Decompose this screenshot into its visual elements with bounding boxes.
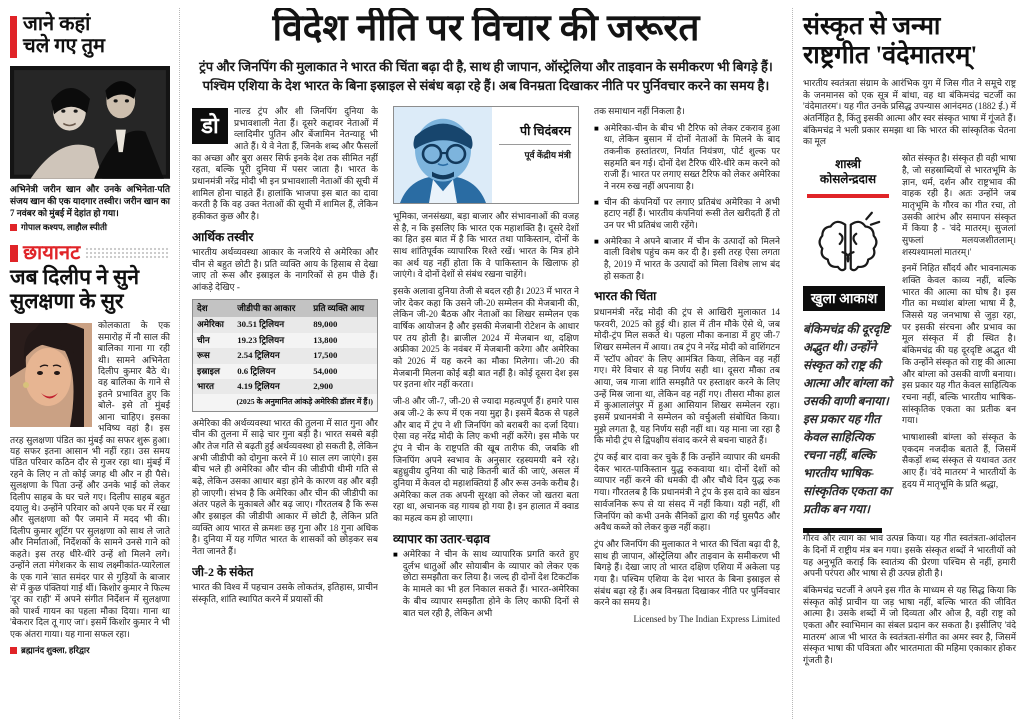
standfirst-line2: पश्चिम एशिया के देश भारत के बिना इस्राइल से संबंध बढ़ा रहे हैं। अब विनम्रता दिखाकर नीति पर पुर्निवचार करने का समय है। (202, 78, 770, 94)
standfirst-line1: ट्रंप और जिनपिंग की मुलाकात ने भारत की चिंता बढ़ा दी है, साथ ही जापान, ऑस्ट्रेलिया और ताइवान के समीकरण भी बिगड़े हैं। (199, 58, 773, 74)
paragraph: भूमिका, जनसंख्या, बड़ा बाजार और संभावनाओं की वजह से है, न कि इसलिए कि भारत एक महाशक्ति है। दूसरे देशों का हित इस बात में है कि भारत तथा पाकिस्तान, दोनों के साथ शांतिपूर्वक व्यापारिक रिश्ते रखें। भारत के मित्र होने का अर्थ यह नहीं होता कि वे पाकिस्तान के खिलाफ हो जाएंगे। वे दोनों देशों से संबंध रखना चाहेंगे। (393, 210, 579, 280)
red-square-icon (10, 224, 17, 231)
obituary-title-line2: चले गए तुम (23, 34, 105, 57)
right-author-line1: शास्त्री (835, 157, 861, 172)
sidebar-label: खुला आकाश (803, 286, 885, 311)
cell-gdp: 0.6 ट्रिलियन (237, 365, 276, 376)
cell-country: भारत (193, 379, 234, 394)
bullet-text: अमेरिका ने अपने बाजार में चीन के उत्पादों को मिलने वाली विशेष पहुंच कम कर दी है। इसी तरह ऐसा लगता है, 2019 में भारत के उत्पादों को मिला विशेष लाभ बंद हो सकता है। (603, 235, 780, 281)
bullet-square-icon: ■ (594, 236, 599, 246)
cell-country: रूस (193, 348, 234, 363)
paragraph-text: नाल्ड ट्रंप और शी जिनपिंग दुनिया के प्रभावशाली नेता हैं। दूसरे कद्दावर नेताओं में व्लादिमीर पुतिन और बेंजामिन नेतन्याहू भी आते हैं। ये वे नेता हैं, जिनके शब्द और फैसलों का अच्छा और बुरा असर सिर्फ इनके देश तक सीमित नहीं रहता, बल्कि पूरी दुनिया में पसर जाता है। भारत के प्रधानमंत्री नरेंद्र मोदी भी इन प्रभावशाली नेताओं की सूची में शामिल होना चाहते हैं। हालांकि भाजपा इस बात का दावा करती है कि वह उक्त नेताओं की सूची में शामिल हैं, लेकिन हकीकत कुछ और है। (192, 105, 378, 222)
bullet-text: अमेरिका-चीन के बीच भी टैरिफ को लेकर टकराव हुआ था, लेकिन बुसान में दोनों नेताओं के मिलने के बाद तकनीक हस्तांतरण, निर्यात नियंत्रण, पोर्ट शुल्क पर सहमति बन गई। दोनों देश टैरिफ धीरे-धीरे कम करने को राजी हैं। भारत पर लगाए सख्त टैरिफ को लेकर अमेरिका ने नरम रुख नहीं अपनाया है। (603, 122, 780, 191)
obituary-title-line1: जाने कहां (23, 13, 91, 35)
chhayanat-headline-line2: सुलक्षणा के सुर (10, 289, 124, 314)
table-note-row (193, 394, 378, 411)
paragraph: इनमें निहित सौंदर्य और भावनात्मक शक्ति केवल काव्य नहीं, बल्कि भारत की आत्मा का घोष है। इस गीत का मध्यांश बांग्ला भाषा में है, जिससे यह जनभाषा से जुड़ा रहा, पर इसकी संरचना और प्रभाव का मूल संस्कृत में ही स्थित है। बंकिमचंद्र की यह दूरदृष्टि अद्भुत थी कि उन्होंने संस्कृत को राष्ट्र की आत्मा और बांग्ला को उसकी वाणी बनाया। इस प्रकार यह गीत केवल साहित्यिक रचना नहीं, बल्कि भारतीय भाषिक-सांस्कृतिक एकता का प्रतीक बन गया। (902, 263, 1016, 426)
cell-income: 89,000 (309, 317, 377, 332)
right-column (792, 8, 1018, 719)
paragraph: बंकिमचंद्र चटर्जी ने अपने इस गीत के माध्यम से यह सिद्ध किया कि संस्कृत कोई प्राचीन या जड़ भाषा नहीं, बल्कि भारत की जीवित आत्मा है। उसके शब्दों में जो दिव्यता और ओज है, वही राष्ट्र को एकता और स्वाभिमान का संबल प्रदान कर सकता है। इसीलिए 'वंदे मातरम' आज भी भारत के स्वतंत्रता-संगीत का अमर स्वर है, जिसमें संस्कृत भाषा की पवित्रता और भारतमाता की महिमा एकाकार होकर गूंजती है। (803, 584, 1016, 665)
bullet-item (393, 549, 579, 619)
article-column-2 (393, 106, 579, 719)
author-name: पी चिदंबरम (499, 123, 571, 145)
chhayanat-headline (10, 266, 170, 314)
bullet-square-icon: ■ (393, 550, 398, 560)
article-columns (192, 106, 780, 719)
cell-country: अमेरिका (193, 317, 234, 332)
gdp-table (192, 299, 378, 412)
cell-gdp: 2.54 ट्रिलियन (233, 348, 309, 363)
subhead-g2: जी-2 के संकेत (192, 564, 254, 579)
author-role: पूर्व केंद्रीय मंत्री (524, 150, 571, 161)
brain-icon (815, 210, 881, 276)
red-square-icon (10, 647, 17, 654)
paragraph: अमेरिका की अर्थव्यवस्था भारत की तुलना में सात गुना और चीन की तुलना में साढ़े चार गुना बड़ी है। भारत सबसे बड़ी और तेज गति से बढ़ती हुई अर्थव्यवस्था हो सकती है, लेकिन अभी जीडीपी को दोगुना करने में 10 साल लग जाएंगे। इस बीच भले ही अमेरिका और चीन की जीडीपी धीमी गति से बढ़े, लेकिन उसका आधार बड़ा होने के कारण वह और बड़ी हो जाएगी। संभव है कि अमेरिका और चीन की जीडीपी का अंतर पहले के मुकाबले और बढ़ जाए। गौरतलब है कि रूस और इस्राइल की जीडीपी आकार में छोटी है, लेकिन प्रति व्यक्ति आय भारत से क्रमशः छह गुना और 18 गुना अधिक है। दुनिया में यह गणित भारत के शासकों को छोड़कर सब नेता जानते हैं। (192, 417, 378, 557)
standfirst (192, 57, 780, 96)
right-split (803, 153, 1016, 533)
cell-gdp: 4.19 ट्रिलियन (233, 379, 309, 394)
paragraph (192, 106, 378, 223)
cell-country: इस्राइल (197, 365, 220, 376)
table-row (193, 379, 378, 394)
chhayanat-headline-line1: जब दिलीप ने सुने (10, 265, 140, 290)
right-intro: भारतीय स्वतंत्रता संग्राम के आरंभिक युग में जिस गीत ने समूचे राष्ट्र के जनमानस को एक सूत्र में बांधा, वह था बंकिमचंद्र चटर्जी का 'वंदेमातरम'। यह गीत उनके प्रसिद्ध उपन्यास आनंदमठ (1882 ई.) में अंतर्निहित है, किंतु इसकी आत्मा और स्वर संस्कृत भाषा में गूंजते हैं। बंकिमचंद्र ने भली प्रकार समझा था कि भारत की सांस्कृतिक चेतना का मूल (803, 78, 1016, 147)
paragraph: तक समाधान नहीं निकला है। (594, 105, 685, 116)
cell-income: 13,800 (313, 334, 338, 345)
red-rule (807, 194, 889, 198)
col-header-country: देश (193, 299, 234, 317)
subhead-concern: भारत की चिंता (594, 289, 657, 304)
bullet-square-icon: ■ (594, 123, 599, 133)
license-note: Licensed by The Indian Express Limited (633, 614, 780, 625)
bullet-text: चीन की कंपनियों पर लगाए प्रतिबंध अमेरिका ने अभी हटाए नहीं हैं। भारतीय कंपनियां रूसी तेल खरीदती हैं तो उन पर भी प्रतिबंध जारी रहेंगे। (603, 196, 780, 231)
chhayanat-credit (10, 645, 170, 656)
paragraph: भारत की विश्व में पहचान उसके लोकतंत्र, इतिहास, प्राचीन संस्कृति, शांति स्थापित करने में प्रयासों की (192, 582, 378, 604)
red-bar (10, 16, 17, 58)
subhead-trade: व्यापार का उतार-चढ़ाव (393, 531, 490, 546)
cell-income: 54,000 (313, 365, 338, 376)
bullet-item (594, 197, 780, 232)
table-row (193, 348, 378, 363)
paragraph: स्रोत संस्कृत है। संस्कृत ही वही भाषा है, जो सहस्राब्दियों से भारतभूमि के ज्ञान, धर्म, दर्शन और राष्ट्रभाव की वाहक रही है। अतः उन्होंने जब मातृभूमि के गौरव का गीत रचा, तो उसकी आरंभ और समापन संस्कृत में किया है - 'वंदे मातरम्। सुजलां सुफलां मलयजशीतलाम्। शस्यश्यामलां मातरम्।' (902, 153, 1016, 257)
pullquote: बंकिमचंद्र की दूरदृष्टि अद्भुत थी। उन्होंने संस्कृत को राष्ट्र की आत्मा और बांग्ला को उसकी वाणी बनाया। इस प्रकार यह गीत केवल साहित्यिक रचना नहीं, बल्कि भारतीय भाषिक-सांस्कृतिक एकता का प्रतीक बन गया। (803, 322, 893, 517)
dotted-ornament (85, 247, 170, 260)
table-row (193, 364, 378, 379)
author-box (393, 106, 579, 204)
left-column (8, 8, 180, 719)
chhayanat-credit-text: ब्रह्मानंद शुक्ला, हरिद्वार (21, 645, 90, 656)
gdp-table-header (193, 299, 378, 317)
obituary-photo (10, 66, 170, 179)
sulakshana-portrait-photo (10, 323, 92, 427)
cell-country: चीन (197, 334, 210, 345)
obituary-photo-caption: अभिनेत्री जरीन खान और उनके अभिनेता-पति संजय खान की एक यादगार तस्वीर। जरीन खान का 7 नवंबर को मुंबई में देहांत हो गया। (10, 183, 170, 218)
right-side-text (902, 153, 1016, 533)
table-note: (2025 के अनुमानित आंकड़े अमेरिकी डॉलर में हैं।) (193, 394, 378, 411)
cell-income: 17,500 (309, 348, 377, 363)
section-label-text: छायानट (23, 242, 81, 265)
obituary-credit (10, 222, 170, 233)
bullet-text: अमेरिका ने चीन के साथ व्यापारिक प्रगति करते हुए दुर्लभ धातुओं और सोयाबीन के व्यापार को लेकर एक छोटा समझौता कर लिया है। जल्द ही दोनों देश टिकटॉक के मामले का भी हल निकाल सकते हैं। भारत-अमेरिका के बीच व्यापार समझौता होने के लिए काफी दिनों से बात चल रही है, लेकिन अभी (402, 549, 579, 618)
author-photo (394, 107, 492, 203)
chhayanat-body-text: कोलकाता के एक समारोह में नौ साल की बालिका गाना गा रही थी। सामने अभिनेता दिलीप कुमार बैठे थे। वह बालिका के गाने से इतने प्रभावित हुए कि बोले- इसे तो मुंबई आना चाहिए। इसका भविष्य वहां है। इस तरह सुलक्षणा पंडित का मुंबई का सफर शुरू हुआ। यह सफर इतना आसान भी नहीं रहा। उस समय पंडित परिवार कठिन दौर से गुजर रहा था। मुंबई में रहने के लिए न तो कोई जगह थी और न ही पैसे। सुलक्षणा के पिता उन्हें और उनके भाई को लेकर दिलीप साहब के घर चले गए। दिलीप साहब बहुत दयालु थे। उन्होंने परिवार को अपने एक घर में रखा और सुलक्षणा को पैर जमाने में मदद भी की। दिलीप कुमार शूटिंग पर सुलक्षणा को साथ ले जाते और निर्माताओं, निर्देशकों के सामने उनसे गाने को कहते। इस तरह धीरे-धीरे उन्हें शो मिलने लगे। उन्होंने लता मंगेशकर के साथ लक्ष्मीकांत-प्यारेलाल के एक गाने 'सात समंदर पार से गुड़ियों के बाजार से' में कुछ पंक्तियां गाई थीं। किशोर कुमार ने फिल्म 'दूर का राही' में अपने संगीत निर्देशन में सुलक्षणा को पार्श्व गायन का पहला मौका दिया। गाना था 'बेकरार दिल तू गाए जा'। इसमें किशोर कुमार ने भी एक अंतरा गाया। यह गाना सफल रहा। (10, 320, 170, 639)
paragraph: ट्रंप कई बार दावा कर चुके हैं कि उन्होंने व्यापार की धमकी देकर भारत-पाकिस्तान युद्ध रुकवाया था। दोनों देशों को व्यापार नहीं करने की धमकी दी और चौथे दिन युद्ध रुक गया। गौरतलब है कि प्रधानमंत्री ने ट्रंप के इस दावे का खंडन सार्वजनिक रूप से या संसद में नहीं किया। यही नहीं, शी जिनपिंग को कभी उनके सैनिकों द्वारा की गई घुसपैठ और अवैध कब्जे को लेकर कुछ नहीं कहा। (594, 452, 780, 533)
paragraph: गौरव और त्याग का भाव उत्पन्न किया। यह गीत स्वतंत्रता-आंदोलन के दिनों में राष्ट्रीय मंत्र बन गया। इसके संस्कृत शब्दों ने भारतीयों को यह अनुभूति कराई कि स्वातंत्र्य की प्रेरणा पश्चिम से नहीं, हमारी अपनी परंपरा और भाषा से ही उत्पन्न होती है। (803, 533, 1016, 579)
paragraph: भाषाशास्त्री बांग्ला को संस्कृत के एकदम नजदीक बताते हैं, जिसमें सैकड़ों शब्द संस्कृत से यथावत उतर आए हैं। 'वंदे मातरम' ने भारतीयों के हृदय में मातृभूमि के प्रति श्रद्धा, (902, 431, 1016, 489)
right-author (803, 157, 893, 187)
obituary-credit-text: गोपाल कश्यप, लाहौल स्पीती (21, 222, 108, 233)
cell-income: 2,900 (309, 379, 377, 394)
red-square-icon (10, 245, 18, 262)
right-rail (803, 153, 893, 533)
table-row (193, 317, 378, 332)
obituary-title (23, 14, 105, 57)
paragraph: जी-8 और जी-7, जी-20 से ज्यादा महत्वपूर्ण हैं। हमारे पास अब जी-2 के रूप में एक नया मुद्दा है। इसमें बैठक से पहले और बाद में ट्रंप ने शी जिनपिंग को बराबरी का दर्जा दिया। ऐसा वह नरेंद्र मोदी के लिए कभी नहीं करेंगे। इस मौके पर ट्रंप ने चीन के राष्ट्रपति की खूब तारीफ की, जबकि शी जिनपिंग अपने स्वभाव के अनुसार रहस्यमयी बने रहे। बहुध्रुवीय दुनिया की चाहे कितनी बातें की जाएं, असल में दुनिया में केवल दो महाशक्तियां हैं और रूस उनके करीब है। अमेरिका कल तक अपनी सुरक्षा को लेकर जो खतरा बता रहा था, अचानक वह गायब हो गया है। इन हालात में क्वाड का महत्व कम हो जाएगा। (393, 396, 579, 524)
article-column-3 (594, 106, 780, 719)
paragraph: इसके अलावा दुनिया तेजी से बदल रही है। 2023 में भारत ने जोर देकर कहा कि उसने जी-20 सम्मेलन की मेजबानी की, लेकिन जी-20 बैठक और नेताओं का शिखर सम्मेलन एक वार्षिक आयोजन है और इसकी मेजबानी रोटेशन के आधार पर तय होती है। ब्राजील 2024 में मेजबान था, दक्षिण अफ्रीका 2025 के नवंबर में मेजबानी करेगा और अमेरिका को 2026 में यह करने का मौका मिलेगा। जी-20 की मेजबानी मिलना कोई बड़ी बात नहीं है। कोई दूसरा देश इस पर इतना शोर नहीं करता। (393, 285, 579, 390)
author-meta (492, 107, 578, 203)
subhead-economic: आर्थिक तस्वीर (192, 229, 254, 244)
cell-gdp: 19.23 ट्रिलियन (237, 334, 285, 345)
bullet-item (594, 236, 780, 283)
article-column-1 (192, 106, 378, 719)
section-label-chhayanat (10, 243, 170, 263)
bullet-square-icon: ■ (594, 197, 599, 207)
col-header-income: प्रति व्यक्ति आय (309, 299, 377, 317)
paragraph: भारतीय अर्थव्यवस्था आकार के नजरिये से अमेरिका और चीन से बहुत छोटी है। प्रति व्यक्ति आय के हिसाब से देखा जाए तो रूस और इस्राइल के नागरिकों से हम पीछे हैं। आंकड़े देखिए - (192, 247, 378, 293)
paragraph: प्रधानमंत्री नरेंद्र मोदी की ट्रंप से आखिरी मुलाकात 14 फरवरी, 2025 को हुई थी। हाल में तीन मौके ऐसे थे, जब मोदी-ट्रंप मिल सकते थे। पहला मौका कनाडा में हुए जी-7 शिखर सम्मेलन में आया। तब ट्रंप ने नरेंद्र मोदी को वाशिंगटन में 'स्टॉप ओवर' के लिए आमंत्रित किया, लेकिन वह नहीं गए। मेरे विचार से यह निर्णय सही था। दूसरा मौका तब आया, जब गाजा शांति समझौते पर हस्ताक्षर करने के लिए उन्हें मिस्र जाना था, लेकिन वह नहीं गए। तीसरा मौका हाल में कुआलालंपुर में हुआ आसियान शिखर सम्मेलन रहा। इसमें प्रधानमंत्री ने सम्मेलन को वर्चुअली संबोधित किया। मुझे लगता है, यह निर्णय सही नहीं था। यह माना जा रहा है कि मोदी ट्रंप से द्विपक्षीय संवाद करने से बचना चाहते हैं। (594, 306, 780, 446)
col-header-gdp: जीडीपी का आकार (233, 299, 309, 317)
right-headline-line2: राष्ट्रगीत 'वंदेमातरम्' (803, 42, 978, 69)
bullet-item (594, 123, 780, 193)
main-article (180, 8, 792, 719)
obituary-title-block (10, 14, 170, 58)
right-author-line2: कोसलेन्द्रदास (819, 172, 877, 187)
drop-cap: डो (192, 108, 228, 144)
paragraph: ट्रंप और जिनपिंग की मुलाकात ने भारत की चिंता बढ़ा दी है, साथ ही जापान, ऑस्ट्रेलिया और ताइवान के समीकरण भी बिगड़े हैं। देखा जाए तो भारत दक्षिण एशिया में अकेला पड़ गया है। पश्चिम एशिया के देश भारत के बिना इस्राइल से संबंध बढ़ा रहे हैं। अब विनम्रता दिखाकर नीति पर पुर्निवचार करने का समय है। (594, 538, 780, 608)
right-headline-line1: संस्कृत से जन्मा (803, 13, 941, 40)
table-row (193, 333, 378, 348)
chhayanat-body (10, 320, 170, 640)
main-headline: विदेश नीति पर विचार की जरूरत (272, 8, 700, 49)
cell-gdp: 30.51 ट्रिलियन (233, 317, 309, 332)
right-headline (803, 12, 1016, 70)
